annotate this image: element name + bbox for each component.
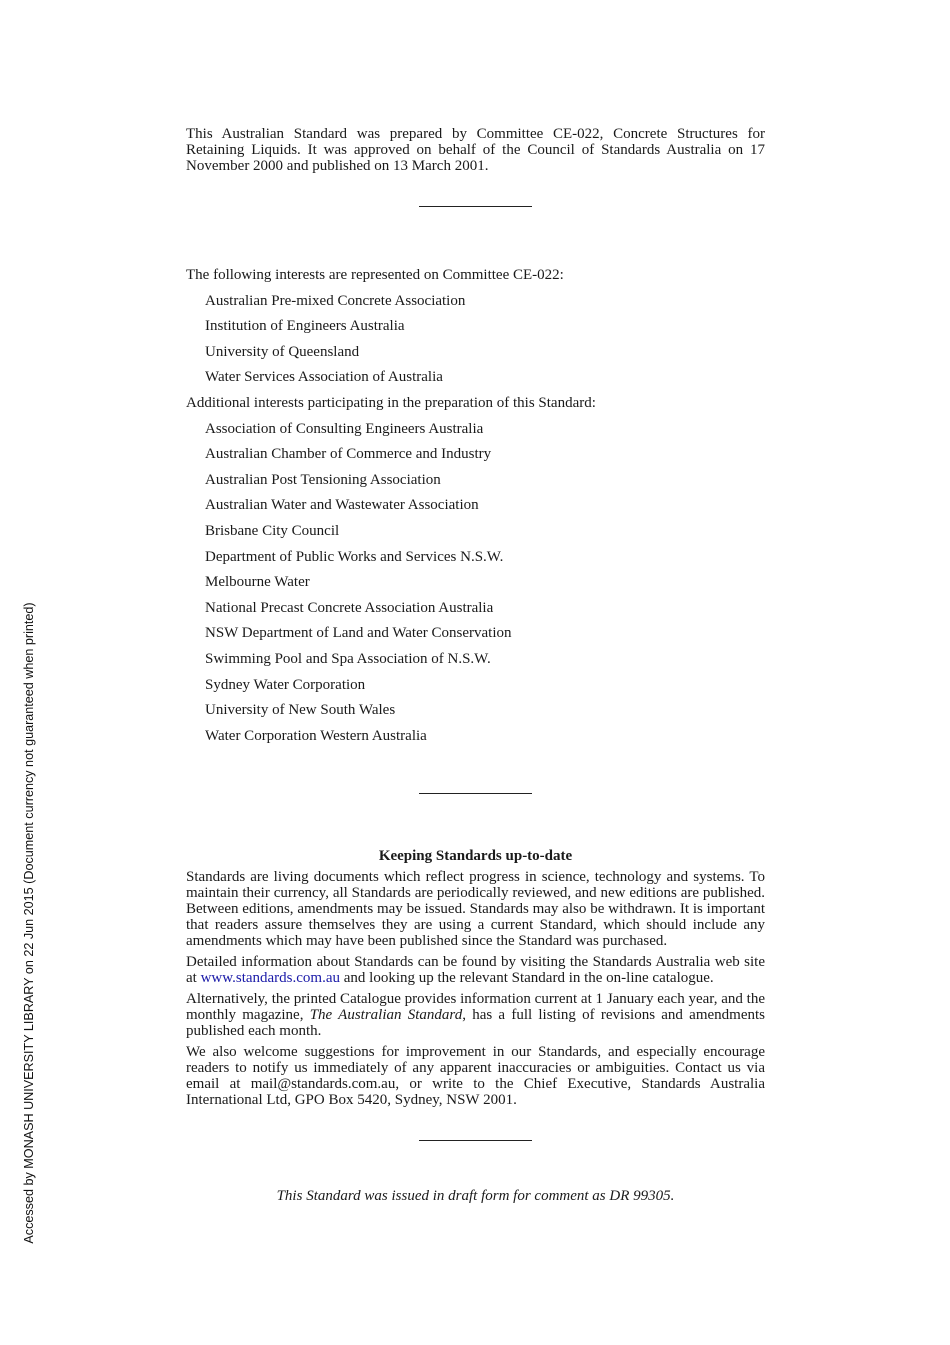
paragraph-text: Detailed information about Standards can be found by visiting the Standards Australia web site at [186, 954, 765, 987]
additional-interest: Australian Post Tensioning Association [205, 471, 441, 488]
additional-interest: Brisbane City Council [205, 522, 340, 539]
access-watermark: Accessed by MONASH UNIVERSITY LIBRARY on 22 Jun 2015 (Document currency not guaranteed when printed) [22, 602, 36, 1244]
additional-interest: NSW Department of Land and Water Conservation [205, 625, 512, 642]
additional-interest: Australian Chamber of Commerce and Industry [205, 446, 492, 463]
committee-interests [186, 263, 765, 749]
draft-note: This Standard was issued in draft form for comment as DR 99305. [276, 1188, 675, 1205]
keeping-paragraph: Standards are living documents which reflect progress in science, technology and systems. To maintain their currency, all Standards are periodically reviewed, and new editions are published. Between editions, amendments may be issued. Standards may also be withdrawn. It is important that readers assure themselves they are using a current Standard, which should include any amendments which may have been published since the Standard was purchased. [186, 869, 765, 950]
additional-interest: University of New South Wales [205, 702, 396, 719]
additional-interest: Department of Public Works and Services N.S.W. [205, 548, 504, 565]
document-page [186, 126, 765, 1204]
paragraph-text: and looking up the relevant Standard in the on-line catalogue. [340, 970, 714, 987]
committee-member: Australian Pre-mixed Concrete Association [205, 292, 466, 309]
committee-heading: The following interests are represented on Committee CE-022: [186, 267, 564, 283]
committee-member: University of Queensland [205, 343, 360, 360]
additional-interest: National Precast Concrete Association Australia [205, 599, 494, 616]
paragraph-text: Alternatively, the printed Catalogue provides information current at 1 January each year, and the monthly magazine, [186, 991, 765, 1024]
divider-rule [419, 1140, 532, 1141]
paragraph-text: , has a full listing of revisions and amendments published each month. [186, 1007, 765, 1040]
keeping-paragraph [186, 954, 765, 986]
additional-interest: Association of Consulting Engineers Australia [205, 420, 484, 437]
additional-interest: Australian Water and Wastewater Association [205, 497, 479, 514]
website-link[interactable]: www.standards.com.au [200, 970, 340, 987]
keeping-paragraph: We also welcome suggestions for improvement in our Standards, and especially encourage readers to notify us immediately of any apparent inaccuracies or ambiguities. Contact us via email at mail@standards.com.au, or write to the Chief Executive, Standards Australia International Ltd, GPO Box 5420, Sydney, NSW 2001. [186, 1044, 765, 1109]
additional-interest: Sydney Water Corporation [205, 676, 366, 693]
section-title: Keeping Standards up-to-date [378, 848, 573, 865]
additional-interests-heading: Additional interests participating in the preparation of this Standard: [186, 394, 596, 411]
keeping-standards-section [186, 848, 765, 1108]
additional-interest: Water Corporation Western Australia [205, 727, 427, 744]
committee-member: Water Services Association of Australia [205, 369, 443, 386]
additional-interest: Melbourne Water [205, 574, 310, 591]
divider-rule [419, 793, 532, 794]
keeping-paragraph [186, 991, 765, 1039]
intro-paragraph: This Australian Standard was prepared by Committee CE-022, Concrete Structures for Retaining Liquids. It was approved on behalf of the Council of Standards Australia on 17 November 2000 and published on 13 March 2001. [186, 126, 765, 174]
additional-interest: Swimming Pool and Spa Association of N.S.W. [205, 650, 491, 667]
committee-member: Institution of Engineers Australia [205, 318, 405, 335]
magazine-title: The Australian Standard [309, 1007, 463, 1024]
divider-rule [419, 206, 532, 207]
